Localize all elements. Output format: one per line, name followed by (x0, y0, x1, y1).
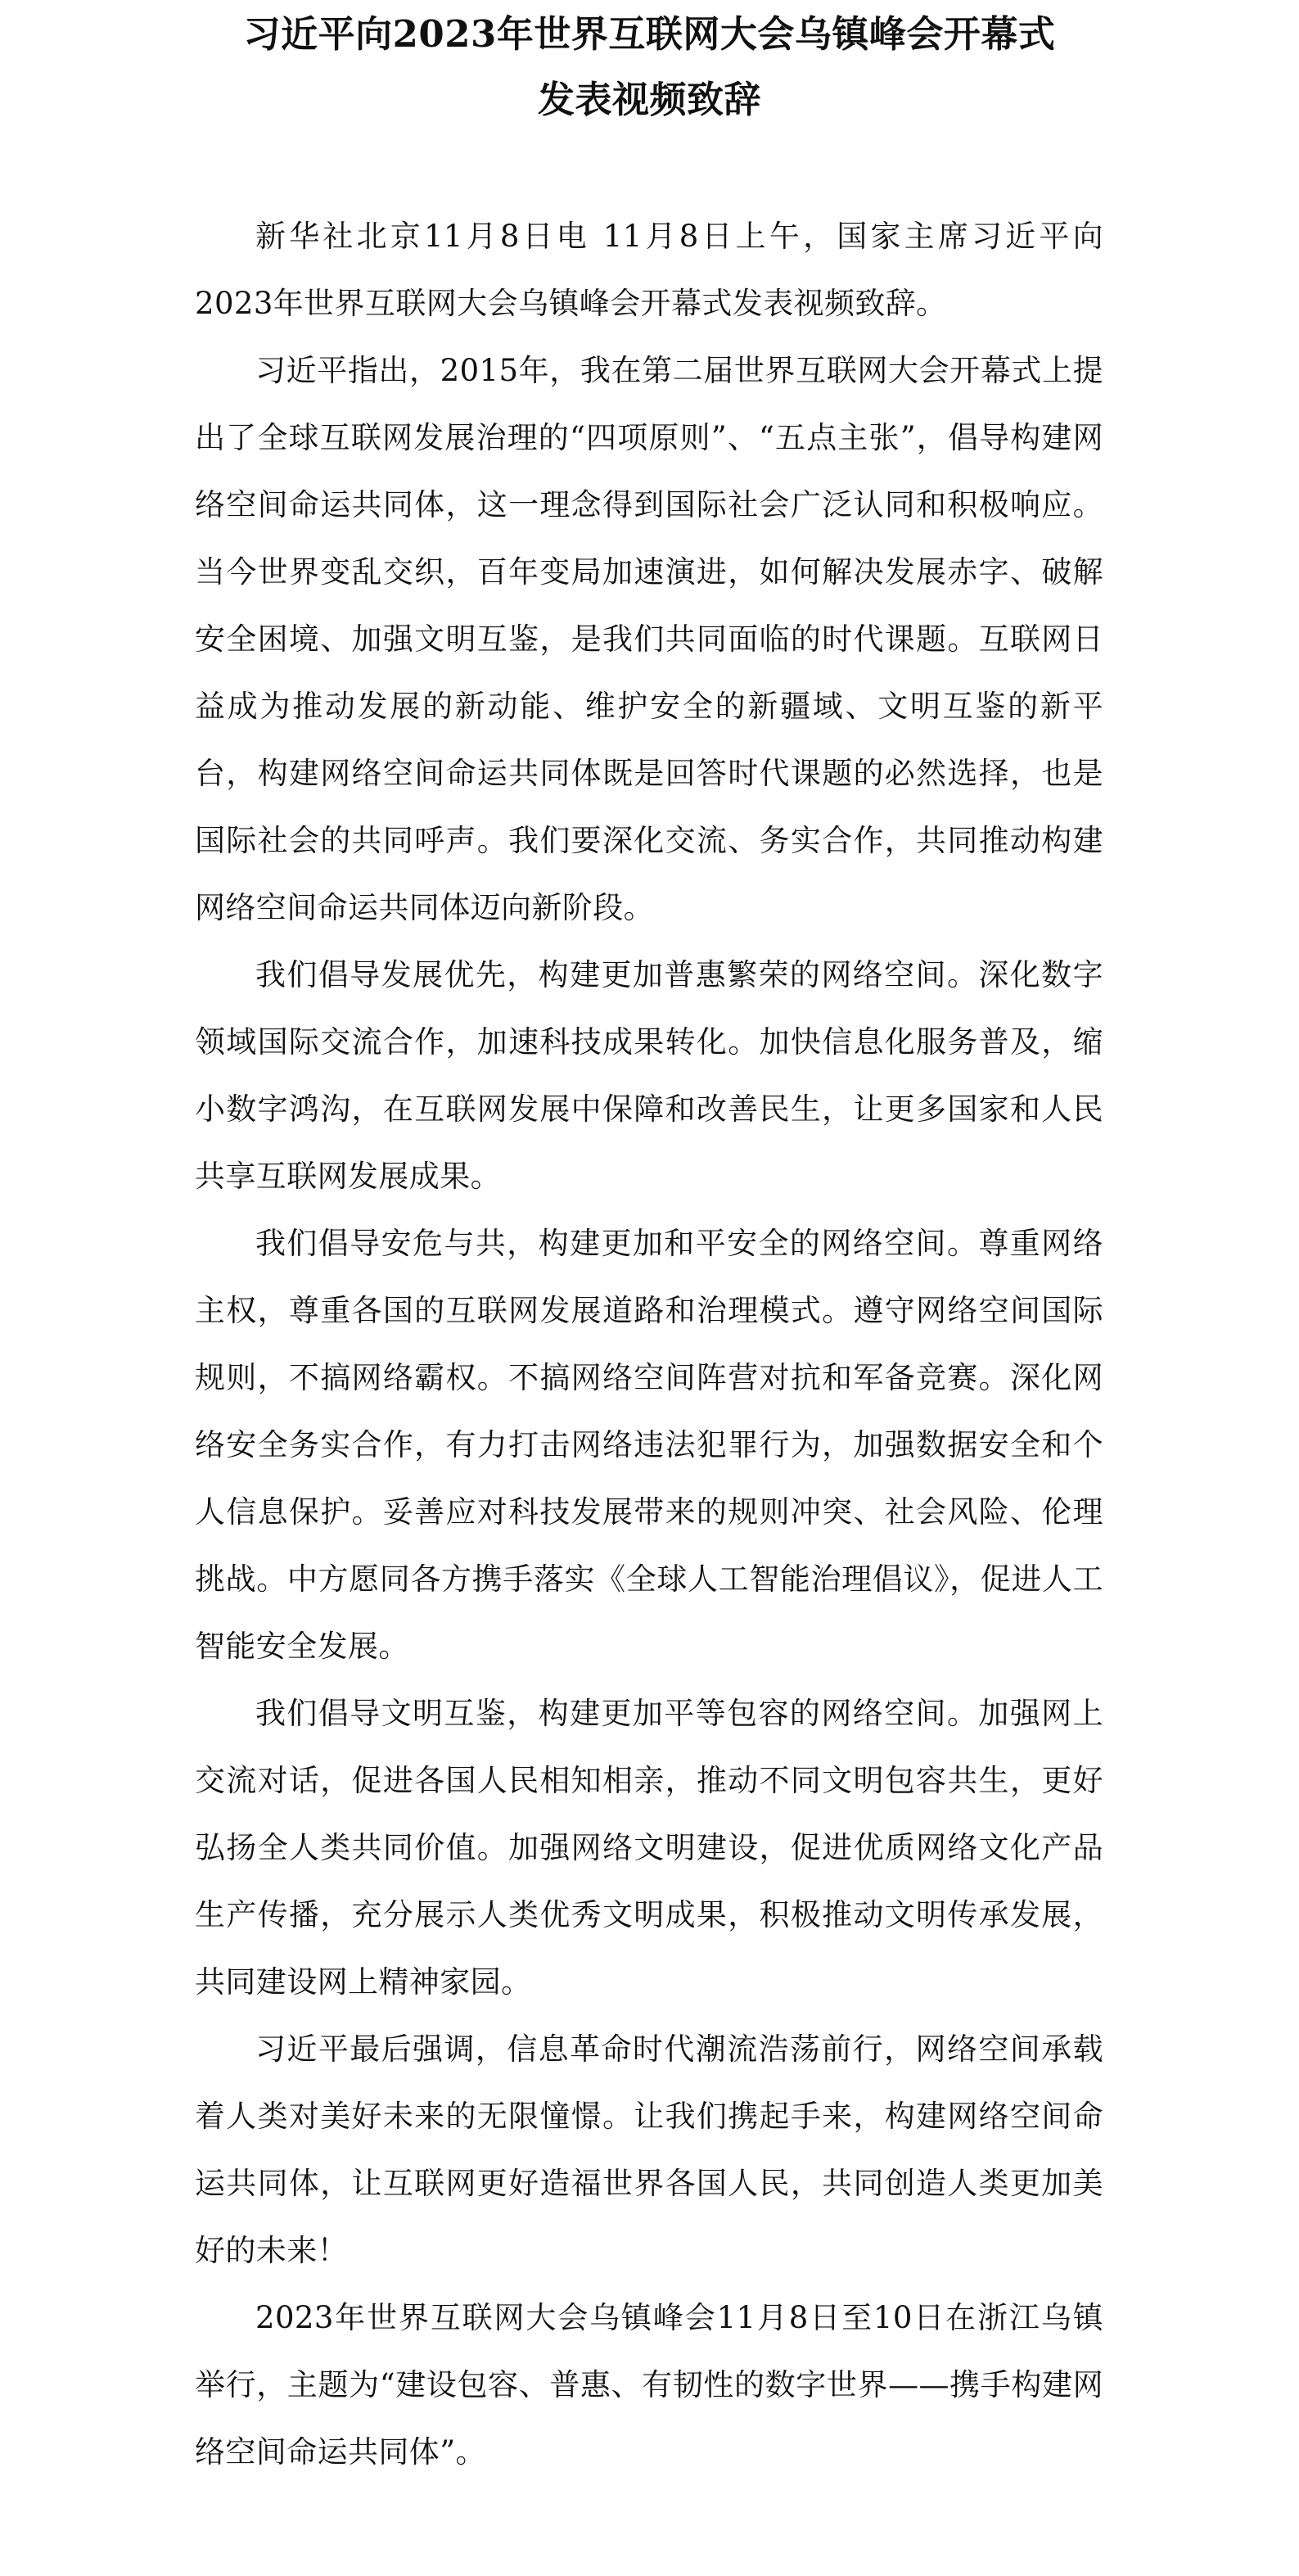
paragraph-security: 我们倡导安危与共，构建更加和平安全的网络空间。尊重网络主权，尊重各国的互联网发展道路和治理模式。遵守网络空间国际规则，不搞网络霸权。不搞网络空间阵营对抗和军备竞赛。深化网络安全务实合作，有力打击网络违法犯罪行为，加强数据安全和个人信息保护。妥善应对科技发展带来的规则冲突、社会风险、伦理挑战。中方愿同各方携手落实《全球人工智能治理倡议》，促进人工智能安全发展。 (195, 1226, 1103, 1664)
article-title-line-2: 发表视频致辞 (537, 78, 761, 121)
article-title-line-1: 习近平向2023年世界互联网大会乌镇峰会开幕式 (243, 12, 1056, 56)
paragraph-summit-info: 2023年世界互联网大会乌镇峰会11月8日至10日在浙江乌镇举行，主题为“建设包容、普惠、有韧性的数字世界——携手构建网络空间命运共同体”。 (195, 2300, 1103, 2470)
paragraph-dateline: 新华社北京11月8日电 11月8日上午，国家主席习近平向2023年世界互联网大会乌镇峰会开幕式发表视频致辞。 (195, 219, 1103, 321)
article-body (195, 203, 1103, 2486)
paragraph-civilization: 我们倡导文明互鉴，构建更加平等包容的网络空间。加强网上交流对话，促进各国人民相知相亲，推动不同文明包容共生，更好弘扬全人类共同价值。加强网络文明建设，促进优质网络文化产品生产传播，充分展示人类优秀文明成果，积极推动文明传承发展，共同建设网上精神家园。 (195, 1696, 1103, 2000)
paragraph-principles: 习近平指出，2015年，我在第二届世界互联网大会开幕式上提出了全球互联网发展治理的“四项原则”、“五点主张”，倡导构建网络空间命运共同体，这一理念得到国际社会广泛认同和积极响应。当今世界变乱交织，百年变局加速演进，如何解决发展赤字、破解安全困境、加强文明互鉴，是我们共同面临的时代课题。互联网日益成为推动发展的新动能、维护安全的新疆域、文明互鉴的新平台，构建网络空间命运共同体既是回答时代课题的必然选择，也是国际社会的共同呼声。我们要深化交流、务实合作，共同推动构建网络空间命运共同体迈向新阶段。 (195, 353, 1103, 925)
paragraph-development: 我们倡导发展优先，构建更加普惠繁荣的网络空间。深化数字领域国际交流合作，加速科技成果转化。加快信息化服务普及，缩小数字鸿沟，在互联网发展中保障和改善民生，让更多国家和人民共享互联网发展成果。 (195, 957, 1103, 1194)
paragraph-conclusion: 习近平最后强调，信息革命时代潮流浩荡前行，网络空间承载着人类对美好未来的无限憧憬。让我们携起手来，构建网络空间命运共同体，让互联网更好造福世界各国人民，共同创造人类更加美好的未来！ (195, 2031, 1103, 2268)
